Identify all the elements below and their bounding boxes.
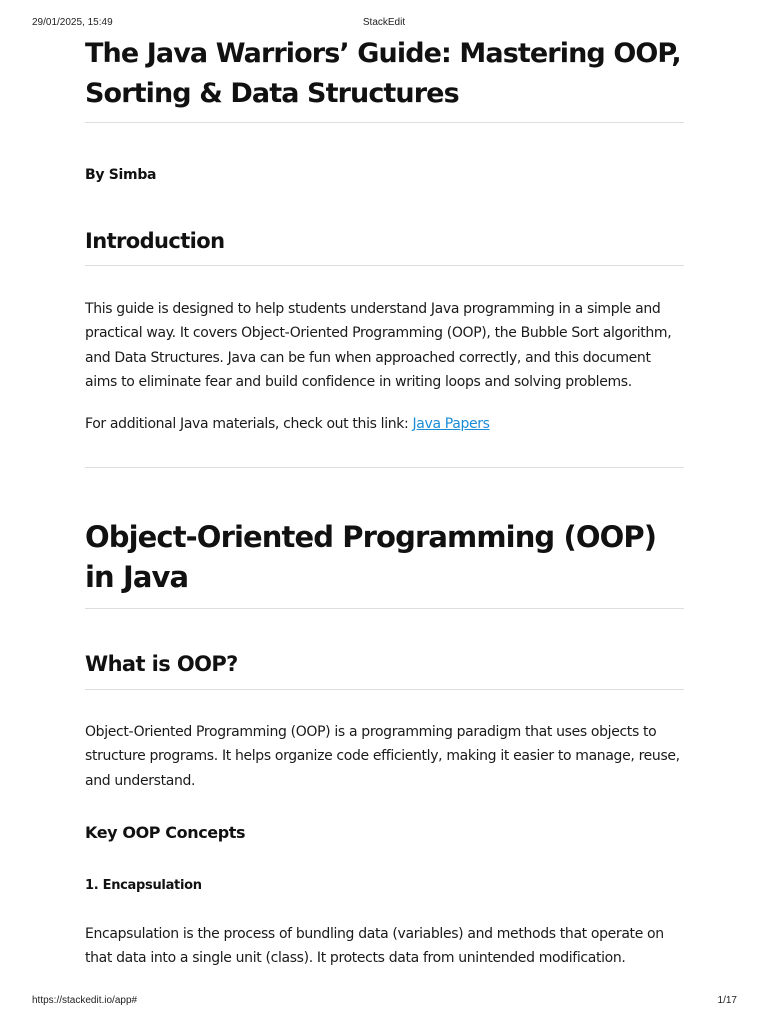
title-divider [85, 122, 684, 123]
print-header [0, 17, 768, 31]
additional-materials-line [85, 412, 684, 436]
encapsulation-heading: 1. Encapsulation [85, 878, 202, 893]
print-url: https://stackedit.io/app# [32, 995, 138, 1006]
print-footer [0, 995, 768, 1009]
section-divider [85, 467, 684, 468]
introduction-paragraph: This guide is designed to help students understand Java programming in a simple and practical way. It covers Object-Oriented Programming (OOP), the Bubble Sort algorithm, and Data Structures. Java can be fun when approached correctly, and this document aims to eliminate fear and build confidence in writing loops and solving problems. [85, 301, 672, 390]
encapsulation-paragraph: Encapsulation is the process of bundling data (variables) and methods that operate on that data into a single unit (class). It protects data from unintended modification. [85, 926, 664, 967]
oop-section-heading: Object-Oriented Programming (OOP) in Java [85, 520, 657, 594]
what-is-oop-divider [85, 689, 684, 690]
what-is-oop-paragraph: Object-Oriented Programming (OOP) is a programming paradigm that uses objects to structure programs. It helps organize code efficiently, making it easier to manage, reuse, and understand. [85, 724, 680, 789]
what-is-oop-heading: What is OOP? [85, 652, 238, 676]
oop-heading-divider [85, 608, 684, 609]
java-papers-link[interactable]: Java Papers [412, 416, 490, 432]
print-app-name: StackEdit [362, 17, 406, 28]
introduction-divider [85, 265, 684, 266]
page-number: 1/17 [717, 995, 737, 1006]
introduction-heading: Introduction [85, 229, 225, 253]
key-oop-concepts-heading: Key OOP Concepts [85, 823, 246, 842]
author-line: By Simba [85, 167, 157, 183]
document-title: The Java Warriors’ Guide: Mastering OOP, Sorting & Data Structures [85, 38, 681, 109]
additional-materials-text: For additional Java materials, check out this link: [85, 416, 413, 432]
print-datetime: 29/01/2025, 15:49 [32, 17, 113, 28]
